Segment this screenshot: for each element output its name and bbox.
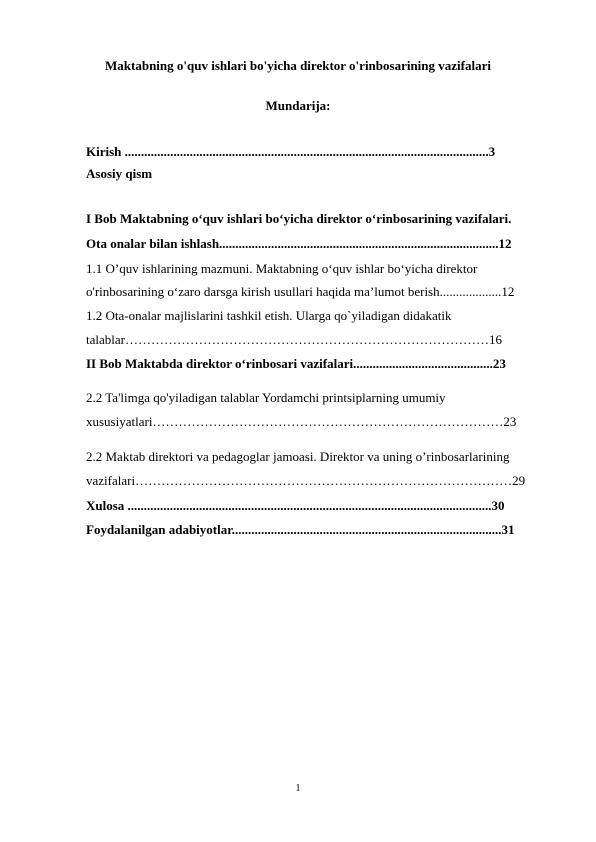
toc-entry-1-1-line1: 1.1 O’quv ishlarining mazmuni. Maktabning o‘quv ishlar bo‘yicha direktor [86,261,478,276]
contents-heading: Mundarija: [265,98,331,113]
toc-entry-adabiyotlar: Foydalanilgan adabiyotlar...................................................................................31 [86,522,515,537]
toc-entry-1-2-line2: talablar…………………………………………………………………………16 [86,332,502,347]
toc-entry-xulosa: Xulosa ................................................................................................................30 [86,498,505,513]
toc-entry-bob1-line2: Ota onalar bilan ishlash......................................................................................12 [86,236,512,251]
toc-entry-1-2-line1: 1.2 Ota-onalar majlislarini tashkil etish. Ularga qo`yiladigan didakatik [86,308,452,323]
toc-entry-2-2a-line1: 2.2 Ta'limga qo'yiladigan talablar Yordamchi printsiplarning umumiy [86,390,446,405]
toc-entry-2-2a-line2: xususiyatlari………………………………………………………………………23 [86,414,517,429]
toc-entry-1-1-line2: o'rinbosarining o‘zaro darsga kirish usullari haqida ma’lumot berish...................12 [86,284,515,299]
toc-entry-kirish: Kirish ................................................................................................................3 [86,144,496,159]
toc-entry-asosiy-qism: Asosiy qism [86,166,153,181]
toc-entry-bob1-line1: I Bob Maktabning o‘quv ishlari bo‘yicha direktor o‘rinbosarining vazifalari. [86,211,512,226]
document-title: Maktabning o'quv ishlari bo'yicha direktor o'rinbosarining vazifalari [105,58,491,73]
page-number: 1 [295,783,301,794]
toc-entry-2-2b-line1: 2.2 Maktab direktori va pedagoglar jamoasi. Direktor va uning o’rinbosarlarining [86,449,510,464]
toc-entry-2-2b-line2: vazifalari……………………………………………………………………………29 [86,473,526,488]
toc-entry-bob2: II Bob Maktabda direktor o‘rinbosari vazifalari...........................................23 [86,356,506,371]
